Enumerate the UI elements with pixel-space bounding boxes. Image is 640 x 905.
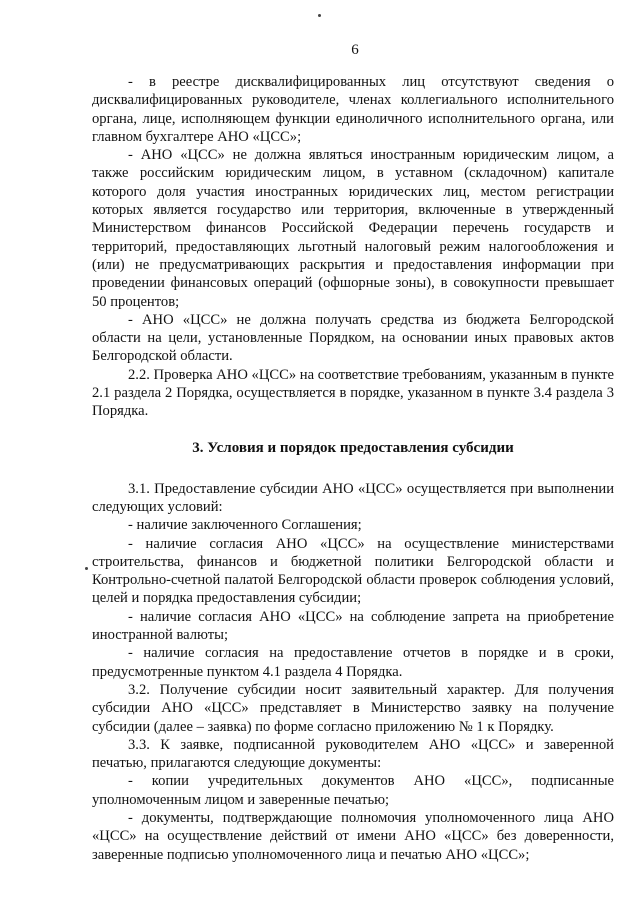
section-heading: 3. Условия и порядок предоставления субсидии	[192, 439, 514, 456]
paragraph-3-2: 3.2. Получение субсидии носит заявительный характер. Для получения субсидии АНО «ЦСС» представляет в Министерство заявку на получение субсидии (далее – заявка) по форме согласно приложению № 1 к Порядку.	[92, 681, 614, 735]
page-number: 6	[351, 42, 359, 58]
paragraph-foreign-entity: - АНО «ЦСС» не должна являться иностранным юридическим лицом, а также российским юридическим лицом, в уставном (складочном) капитале которого доля участия иностранных юридических лиц, местом регистрации которых является государство или территория, включенные в утвержденный Министерством финансов Российской Федерации перечень государств и территорий, предоставляющих льготный налоговый режим налогообложения и (или) не предусматривающих раскрытия и предоставления информации при проведении финансовых операций (офшорные зоны), в совокупности превышает 50 процентов;	[92, 147, 614, 310]
list-item-currency-ban: - наличие согласия АНО «ЦСС» на соблюдение запрета на приобретение иностранной валюты;	[92, 608, 614, 644]
scan-speck	[85, 567, 88, 570]
list-item-authority-docs: - документы, подтверждающие полномочия уполномоченного лица АНО «ЦСС» на осуществление действий от имени АНО «ЦСС» без доверенности, заверенные подписью уполномоченного лица и печатью АНО «ЦСС»;	[92, 809, 614, 863]
paragraph-disqualified-registry: - в реестре дисквалифицированных лиц отсутствуют сведения о дисквалифицированных руководителе, членах коллегиального исполнительного органа, лице, исполняющем функции единоличного исполнительного органа, или главном бухгалтере АНО «ЦСС»;	[92, 74, 614, 145]
scan-speck	[318, 14, 321, 17]
list-item-agreement: - наличие заключенного Соглашения;	[128, 517, 362, 534]
list-item-inspections-consent: - наличие согласия АНО «ЦСС» на осуществление министерствами строительства, финансов и бюджетной политики Белгородской области и Контрольно-счетной палатой Белгородской области проверок соблюдения условий, целей и порядка предоставления субсидии;	[92, 535, 614, 607]
paragraph-budget-funds: - АНО «ЦСС» не должна получать средства из бюджета Белгородской области на цели, установленные Порядком, на основании иных правовых актов Белгородской области.	[92, 311, 614, 365]
paragraph-3-3: 3.3. К заявке, подписанной руководителем АНО «ЦСС» и заверенной печатью, прилагаются следующие документы:	[92, 736, 614, 772]
list-item-reports-consent: - наличие согласия на предоставление отчетов в порядке и в сроки, предусмотренные пунктом 4.1 раздела 4 Порядка.	[92, 645, 614, 680]
list-item-founding-docs: - копии учредительных документов АНО «ЦСС», подписанные уполномоченным лицом и заверенные печатью;	[92, 773, 614, 808]
paragraph-3-1: 3.1. Предоставление субсидии АНО «ЦСС» осуществляется при выполнении следующих условий:	[92, 480, 614, 515]
paragraph-2-2: 2.2. Проверка АНО «ЦСС» на соответствие требованиям, указанным в пункте 2.1 раздела 2 Порядка, осуществляется в порядке, указанном в пункте 3.4 раздела 3 Порядка.	[92, 366, 614, 420]
